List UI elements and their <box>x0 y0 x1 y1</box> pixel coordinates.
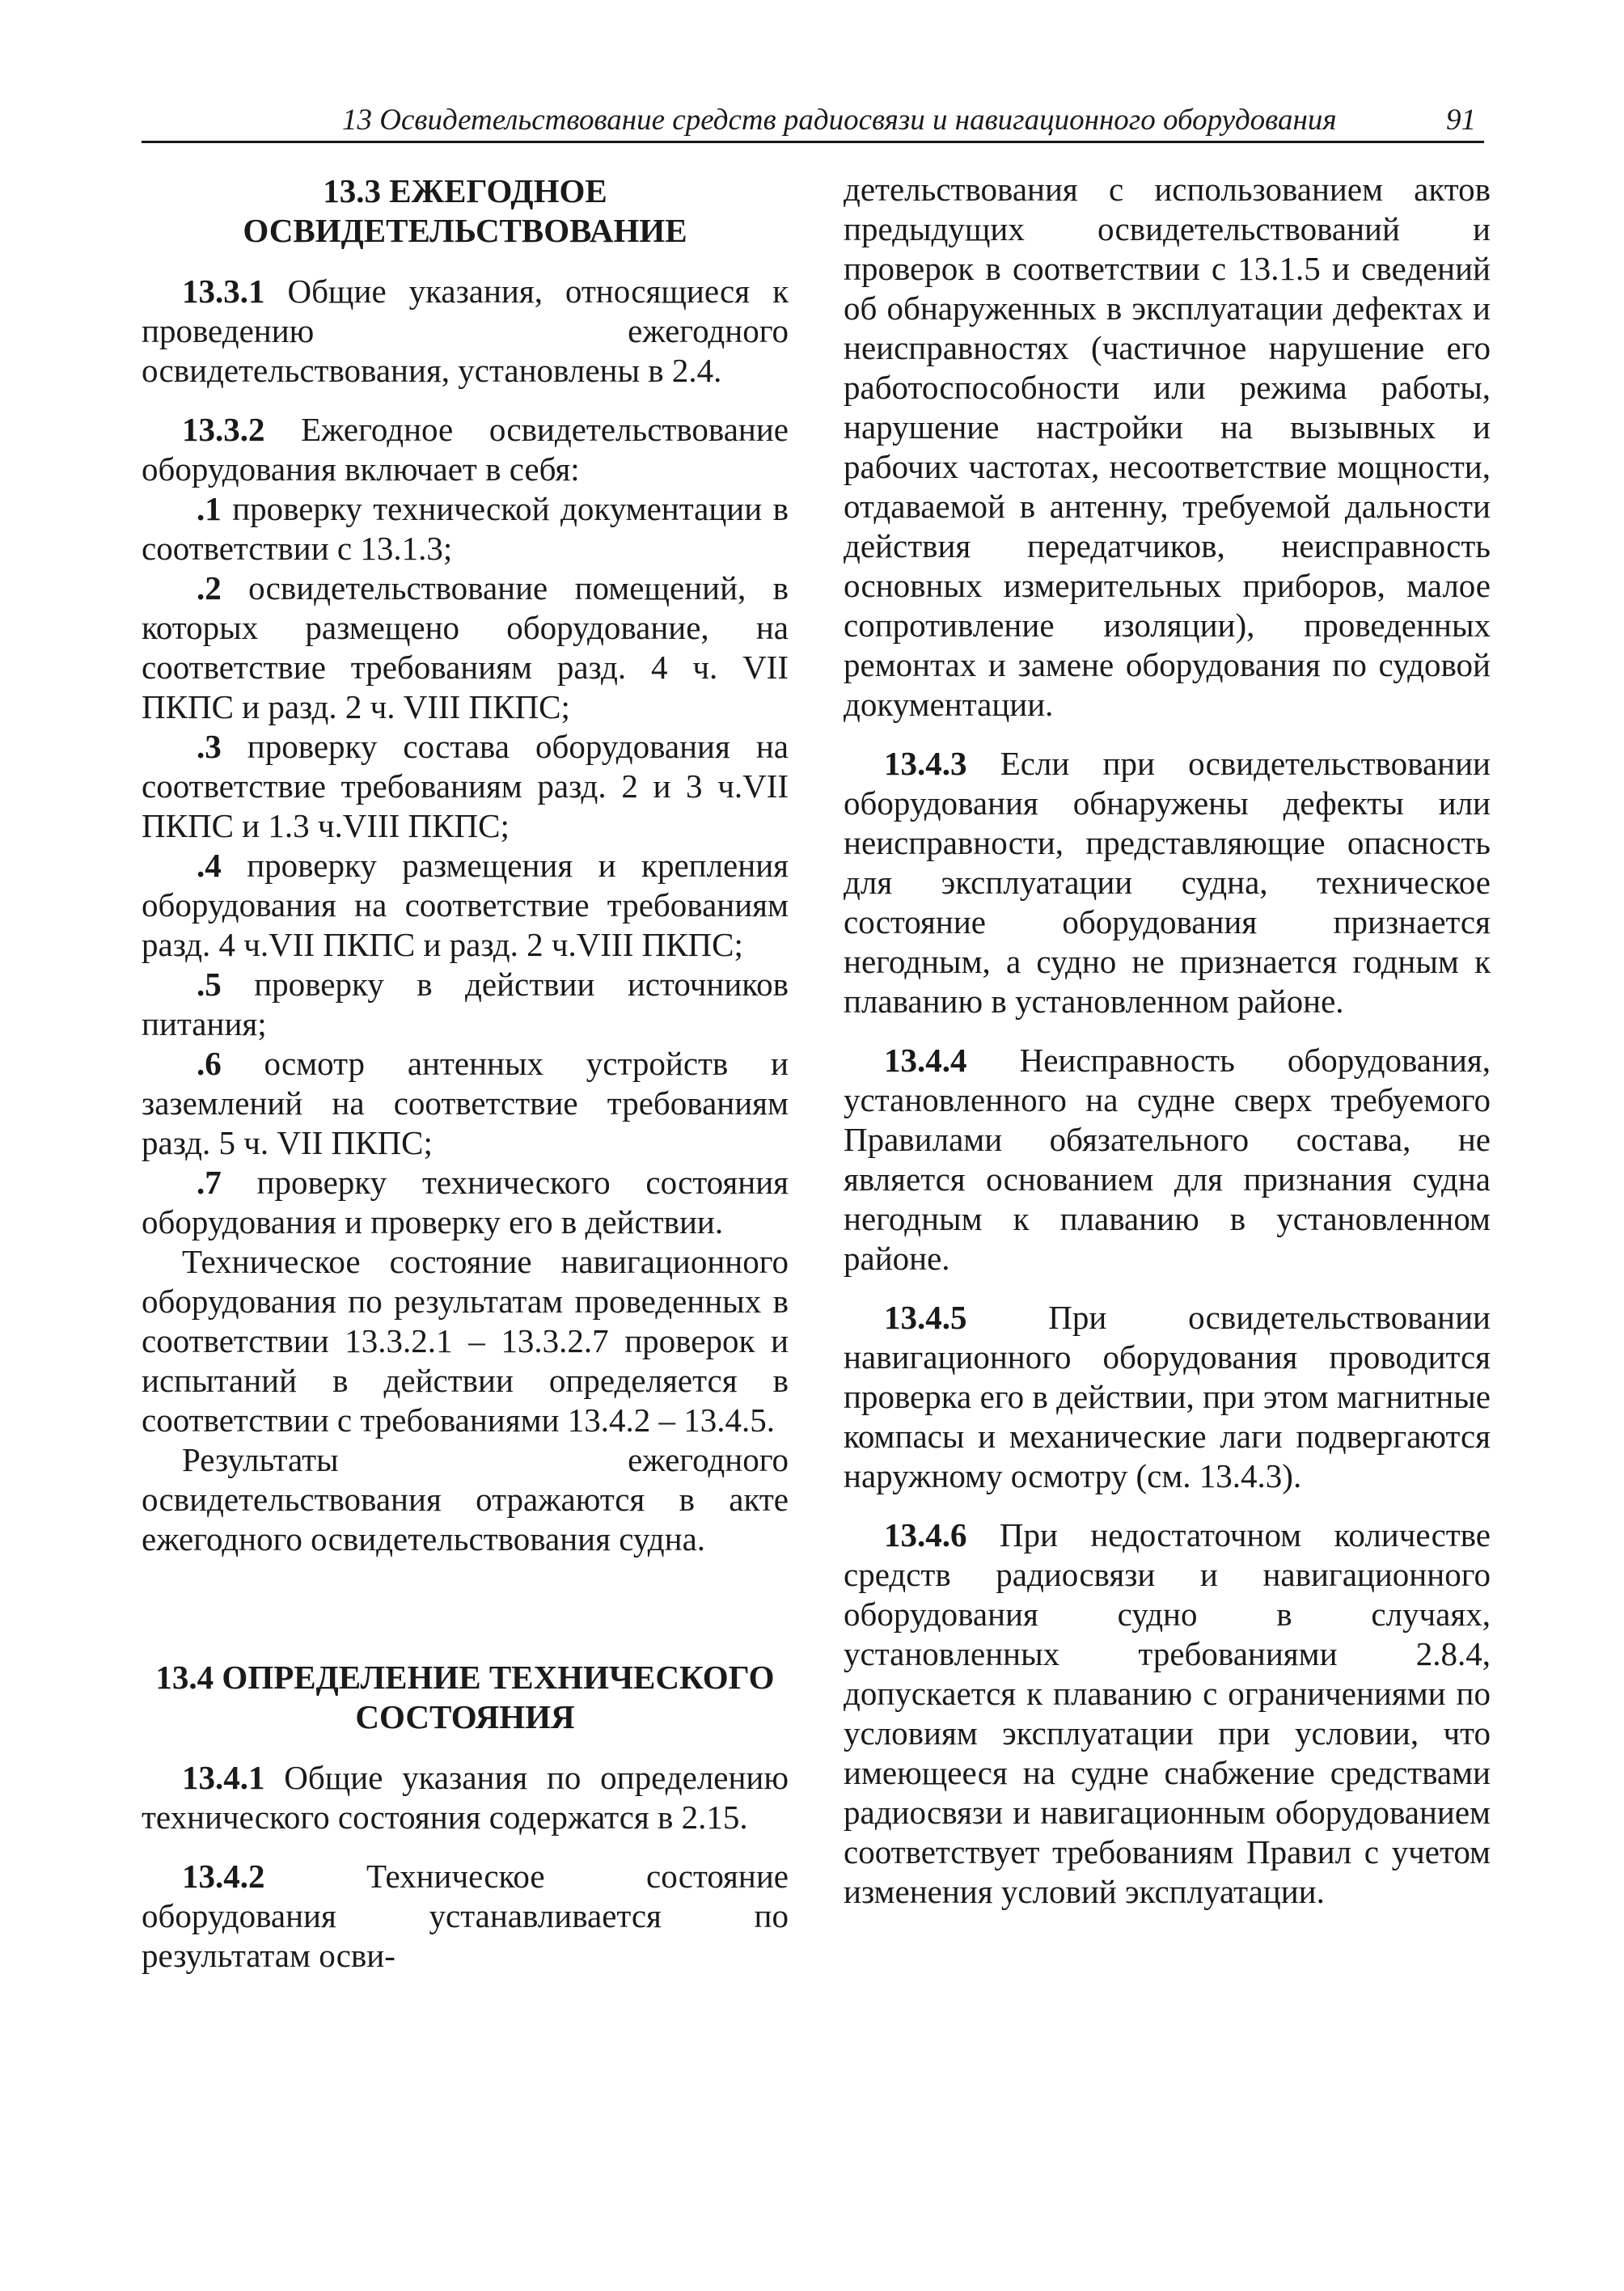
paragraph-13-4-3 <box>844 744 1491 1021</box>
clause-number: 13.4.4 <box>884 1042 967 1079</box>
list-item <box>142 1163 789 1242</box>
section-heading-line: 13.4 ОПРЕДЕЛЕНИЕ ТЕХНИЧЕСКОГО <box>155 1659 775 1696</box>
clause-number: 13.4.1 <box>182 1759 265 1796</box>
clause-number: 13.4.3 <box>884 745 967 782</box>
list-item <box>142 846 789 965</box>
running-title: 13 Освидетельствование средств радиосвязи и навигационного оборудования <box>342 104 1337 137</box>
clause-number: 13.4.6 <box>884 1516 967 1553</box>
paragraph-13-4-2-continued: детельствования с использованием актов предыдущих освидетельствований и проверок в соответствии с 13.1.5 и сведений об обнаруженных в эксплуатации дефектах и неисправностях (частичное нарушение его работоспособности или режима работы, нарушение настройки на вызывных и рабочих частотах, несоответствие мощности, отдаваемой в антенну, требуемой дальности действия передатчиков, неисправность основных измерительных приборов, малое сопротивление изоляции), проведенных ремонтах и замене оборудования по судовой документации. <box>844 171 1491 723</box>
list-item <box>142 569 789 727</box>
item-number: .6 <box>197 1045 222 1082</box>
section-heading-line: СОСТОЯНИЯ <box>355 1698 575 1735</box>
list-item <box>142 1044 789 1163</box>
paragraph-13-4-2 <box>142 1857 789 1976</box>
item-number: .7 <box>197 1164 222 1201</box>
clause-text: Общие указания по определению технического состояния содержатся в 2.15. <box>142 1759 789 1836</box>
clause-text: Неисправность оборудования, установленного на судне сверх требуемого Правилами обязательного состава, не является основанием для признания судна негодным к плаванию в установленном районе. <box>844 1042 1491 1277</box>
section-heading-line: ОСВИДЕТЕЛЬСТВОВАНИЕ <box>243 212 687 249</box>
clause-text: При освидетельствовании навигационного оборудования проводится проверка его в действии, при этом магнитные компасы и механические лаги подвергаются наружному осмотру (см. 13.4.3). <box>844 1299 1491 1494</box>
item-text: проверку размещения и крепления оборудования на соответствие требованиям разд. 4 ч.VII ПКПС и разд. 2 ч.VIII ПКПС; <box>142 847 789 963</box>
paragraph-13-4-5 <box>844 1298 1491 1496</box>
paragraph-tech-state: Техническое состояние навигационного оборудования по результатам проведенных в соответствии 13.3.2.1 – 13.3.2.7 проверок и испытаний в действии определяется в соответствии с требованиями 13.4.2 – 13.4.5. <box>142 1243 789 1439</box>
list-item <box>142 489 789 569</box>
section-heading-13-4 <box>142 1658 789 1737</box>
item-text: проверку технической документации в соответствии с 13.1.3; <box>142 490 789 567</box>
section-heading-line: 13.3 ЕЖЕГОДНОЕ <box>323 172 607 209</box>
item-text: осмотр антенных устройств и заземлений на соответствие требованиям разд. 5 ч. VII ПКПС; <box>142 1045 789 1161</box>
clause-text: Общие указания, относящиеся к проведению ежегодного освидетельствования, установлены в 2.4. <box>142 273 789 389</box>
item-text: проверку состава оборудования на соответствие требованиям разд. 2 и 3 ч.VII ПКПС и 1.3 ч.VIII ПКПС; <box>142 728 789 844</box>
clause-number: 13.3.1 <box>182 273 265 310</box>
clause-text: При недостаточном количестве средств радиосвязи и навигационного оборудования судно в случаях, установленных требованиями 2.8.4, допускается к плаванию с ограничениями по условиям эксплуатации при условии, что имеющееся на судне снабжение средствами радиосвязи и навигационным оборудованием соответствует требованиям Правил с учетом изменения условий эксплуатации. <box>844 1516 1491 1910</box>
clause-text: Если при освидетельствовании оборудования обнаружены дефекты или неисправности, представляющие опасность для эксплуатации судна, техническое состояние оборудования признается негодным, а судно не признается годным к плаванию в установленном районе. <box>844 745 1491 1020</box>
item-number: .5 <box>197 966 222 1003</box>
right-column <box>844 170 1491 1912</box>
item-text: освидетельствование помещений, в которых размещено оборудование, на соответствие требованиям разд. 4 ч. VII ПКПС и разд. 2 ч. VIII ПКПС; <box>142 569 789 725</box>
page-number: 91 <box>1446 104 1476 137</box>
clause-text: Ежегодное освидетельствование оборудования включает в себя: <box>142 411 789 488</box>
item-number: .3 <box>197 728 222 765</box>
item-text: проверку в действии источников питания; <box>142 966 789 1042</box>
paragraph-13-4-4 <box>844 1041 1491 1279</box>
list-item <box>142 727 789 846</box>
running-header <box>142 104 1484 143</box>
item-number: .2 <box>197 569 222 607</box>
clause-number: 13.4.5 <box>884 1299 967 1336</box>
section-heading-13-3 <box>142 171 789 251</box>
item-number: .4 <box>197 847 222 884</box>
paragraph-13-4-6 <box>844 1515 1491 1912</box>
clause-text: Техническое состояние оборудования устанавливается по результатам осви- <box>142 1858 789 1974</box>
paragraph-13-3-1 <box>142 272 789 391</box>
item-text: проверку технического состояния оборудования и проверку его в действии. <box>142 1164 789 1241</box>
list-item <box>142 965 789 1044</box>
paragraph-13-4-1 <box>142 1758 789 1837</box>
left-column <box>142 171 789 1976</box>
paragraph-13-3-2 <box>142 410 789 489</box>
item-number: .1 <box>197 490 222 527</box>
clause-number: 13.4.2 <box>182 1858 265 1895</box>
clause-number: 13.3.2 <box>182 411 265 448</box>
paragraph-results: Результаты ежегодного освидетельствования отражаются в акте ежегодного освидетельствования судна. <box>142 1441 789 1558</box>
